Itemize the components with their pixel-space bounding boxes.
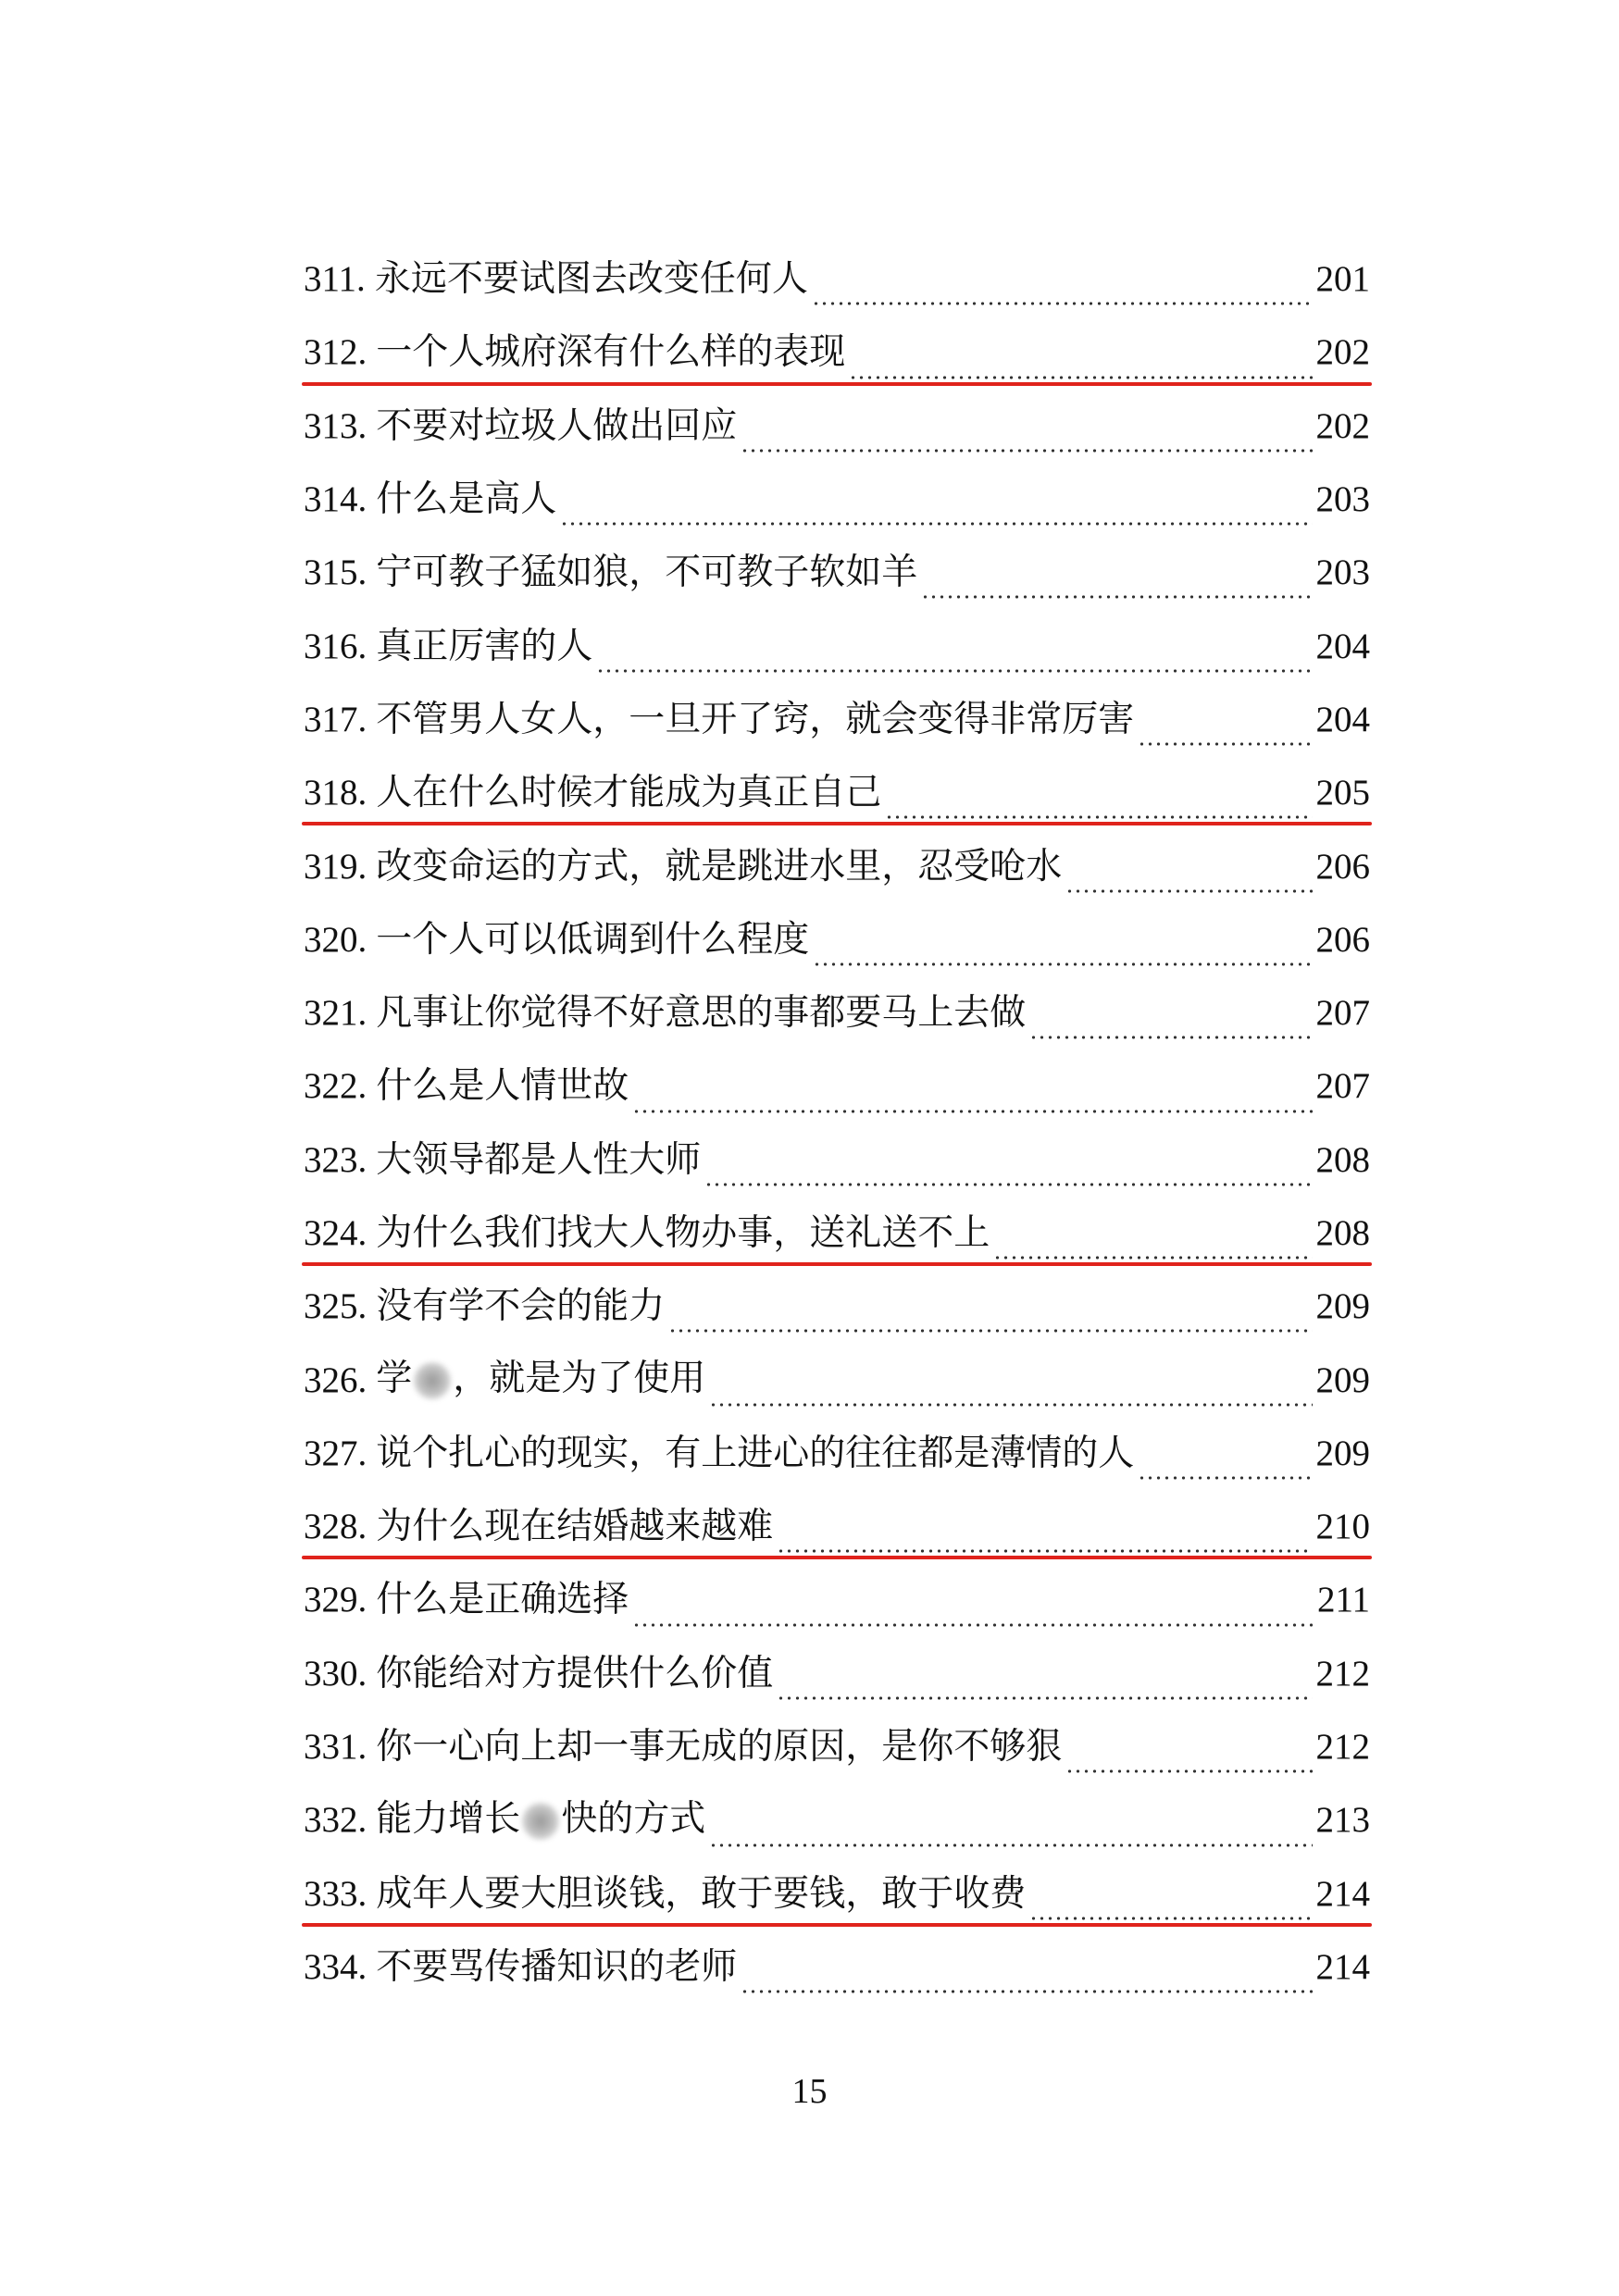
entry-number: 316. <box>304 626 367 666</box>
entry-title-part: 学 <box>376 1358 413 1400</box>
entry-title: 你能给对方提供什么价值 <box>376 1652 774 1694</box>
entry-title: 什么是人情世故 <box>376 1065 629 1108</box>
entry-page-number: 208 <box>1315 1139 1370 1180</box>
entry-number: 322. <box>304 1066 367 1107</box>
entry-page-number: 206 <box>1315 919 1370 960</box>
entry-number: 328. <box>304 1507 367 1547</box>
dot-leader <box>709 1398 1312 1417</box>
entry-title: 什么是高人 <box>376 478 557 521</box>
entry-title: 不管男人女人，一旦开了窍，就会变得非常厉害 <box>376 698 1135 740</box>
entry-number: 320. <box>304 919 367 960</box>
entry-page-number: 209 <box>1315 1286 1370 1327</box>
entry-title: 为什么现在结婚越来越难 <box>376 1506 774 1548</box>
entry-title: 真正厉害的人 <box>376 625 593 667</box>
entry-page-number: 207 <box>1315 1066 1370 1107</box>
toc-entry[interactable] <box>304 1563 1370 1636</box>
entry-title: 不要骂传播知识的老师 <box>376 1945 738 1988</box>
toc-entry[interactable] <box>304 1123 1370 1197</box>
entry-title: 永远不要试图去改变任何人 <box>374 258 808 301</box>
entry-number: 312. <box>304 332 367 373</box>
entry-title: 成年人要大胆谈钱，敢于要钱，敢于收费 <box>376 1872 1027 1915</box>
entry-title-part: ，就是为了使用 <box>453 1358 706 1400</box>
entry-page-number: 211 <box>1316 1580 1370 1620</box>
entry-number: 313. <box>304 405 367 446</box>
entry-number: 333. <box>304 1873 367 1914</box>
toc-entry[interactable] <box>304 1343 1370 1416</box>
entry-page-number: 206 <box>1315 846 1370 887</box>
dot-leader <box>709 1839 1312 1857</box>
entry-number: 325. <box>304 1286 367 1327</box>
dot-leader <box>849 371 1312 390</box>
blurred-character <box>522 1803 559 1840</box>
entry-title <box>376 1797 706 1840</box>
toc-entry[interactable] <box>304 1637 1370 1710</box>
dot-leader <box>813 958 1312 976</box>
entry-title: 人在什么时候才能成为真正自己 <box>376 772 882 814</box>
entry-page-number: 213 <box>1315 1800 1370 1841</box>
entry-number: 334. <box>304 1946 367 1987</box>
blurred-character <box>414 1362 451 1399</box>
entry-number: 331. <box>304 1727 367 1768</box>
entry-title: 改变命运的方式，就是跳进水里，忍受呛水 <box>376 845 1063 887</box>
entry-title: 凡事让你觉得不好意思的事都要马上去做 <box>376 992 1027 1035</box>
entry-page-number: 204 <box>1315 626 1370 666</box>
entry-number: 321. <box>304 993 367 1034</box>
entry-page-number: 214 <box>1315 1946 1370 1987</box>
entry-title: 什么是正确选择 <box>376 1579 629 1621</box>
toc-entry-underlined[interactable] <box>304 756 1370 829</box>
dot-leader <box>777 1545 1312 1563</box>
entry-number: 332. <box>304 1800 367 1841</box>
entry-page-number: 212 <box>1315 1653 1370 1694</box>
toc-entry[interactable] <box>304 463 1370 536</box>
entry-page-number: 209 <box>1315 1359 1370 1400</box>
toc-entry[interactable] <box>304 1930 1370 2004</box>
dot-leader <box>1029 1912 1312 1930</box>
dot-leader <box>741 444 1312 463</box>
toc-entry[interactable] <box>304 609 1370 682</box>
entry-page-number: 205 <box>1315 773 1370 813</box>
dot-leader <box>1065 1765 1312 1783</box>
dot-leader <box>741 1985 1312 2004</box>
dot-leader <box>921 590 1312 609</box>
entry-title: 不要对垃圾人做出回应 <box>376 404 738 447</box>
page-number: 15 <box>791 2072 828 2111</box>
entry-page-number: 204 <box>1315 699 1370 739</box>
dot-leader <box>812 297 1313 316</box>
toc-entry[interactable] <box>304 536 1370 609</box>
toc-entry[interactable] <box>304 903 1370 976</box>
entry-number: 311. <box>304 259 366 300</box>
entry-title: 为什么我们找大人物办事，送礼送不上 <box>376 1212 990 1254</box>
entry-title: 一个人可以低调到什么程度 <box>376 918 810 961</box>
entry-page-number: 209 <box>1315 1433 1370 1473</box>
entry-page-number: 210 <box>1315 1507 1370 1547</box>
entry-title-part: 快的方式 <box>561 1797 706 1840</box>
entry-title: 一个人城府深有什么样的表现 <box>376 331 846 374</box>
entry-page-number: 202 <box>1315 332 1370 373</box>
entry-page-number: 207 <box>1315 993 1370 1034</box>
dot-leader <box>1138 738 1312 756</box>
entry-number: 330. <box>304 1653 367 1694</box>
entry-title-part: 能力增长 <box>376 1797 521 1840</box>
toc-entry[interactable] <box>304 829 1370 902</box>
toc-entry-underlined[interactable] <box>304 1197 1370 1270</box>
entry-number: 326. <box>304 1359 367 1400</box>
entry-page-number: 203 <box>1315 479 1370 520</box>
toc-entry[interactable] <box>304 1049 1370 1123</box>
entry-page-number: 208 <box>1315 1213 1370 1253</box>
entry-number: 324. <box>304 1213 367 1253</box>
toc-entry-underlined[interactable] <box>304 316 1370 389</box>
toc-entry[interactable] <box>304 242 1370 316</box>
entry-title: 没有学不会的能力 <box>376 1285 666 1328</box>
dot-leader <box>993 1251 1312 1270</box>
toc-entry[interactable] <box>304 683 1370 756</box>
entry-title <box>376 1360 705 1399</box>
dot-leader <box>632 1619 1314 1637</box>
dot-leader <box>704 1178 1312 1197</box>
entry-page-number: 201 <box>1315 259 1370 300</box>
dot-leader <box>596 664 1312 683</box>
entry-page-number: 214 <box>1315 1873 1370 1914</box>
table-of-contents <box>304 242 1370 2004</box>
toc-entry[interactable] <box>304 1710 1370 1783</box>
toc-entry-underlined[interactable] <box>304 1490 1370 1563</box>
dot-leader <box>885 811 1312 829</box>
entry-page-number: 203 <box>1315 552 1370 593</box>
entry-number: 317. <box>304 699 367 739</box>
entry-number: 318. <box>304 773 367 813</box>
dot-leader <box>1065 885 1312 903</box>
entry-page-number: 202 <box>1315 405 1370 446</box>
dot-leader <box>777 1692 1312 1710</box>
toc-entry[interactable] <box>304 1270 1370 1343</box>
toc-entry[interactable] <box>304 1783 1370 1856</box>
entry-title: 宁可教子猛如狼，不可教子软如羊 <box>376 552 918 594</box>
entry-number: 327. <box>304 1433 367 1473</box>
entry-number: 314. <box>304 479 367 520</box>
dot-leader <box>632 1105 1312 1123</box>
dot-leader <box>560 517 1312 536</box>
toc-entry[interactable] <box>304 1417 1370 1490</box>
entry-number: 315. <box>304 552 367 593</box>
entry-number: 319. <box>304 846 367 887</box>
toc-entry-underlined[interactable] <box>304 1857 1370 1930</box>
entry-number: 323. <box>304 1139 367 1180</box>
entry-title: 你一心向上却一事无成的原因，是你不够狠 <box>376 1726 1063 1769</box>
entry-number: 329. <box>304 1580 367 1620</box>
toc-entry[interactable] <box>304 390 1370 463</box>
entry-title: 说个扎心的现实，有上进心的往往都是薄情的人 <box>376 1432 1135 1474</box>
toc-entry[interactable] <box>304 976 1370 1049</box>
entry-title: 大领导都是人性大师 <box>376 1138 702 1181</box>
dot-leader <box>1029 1031 1312 1049</box>
dot-leader <box>1138 1471 1312 1490</box>
dot-leader <box>668 1324 1312 1343</box>
entry-page-number: 212 <box>1315 1727 1370 1768</box>
